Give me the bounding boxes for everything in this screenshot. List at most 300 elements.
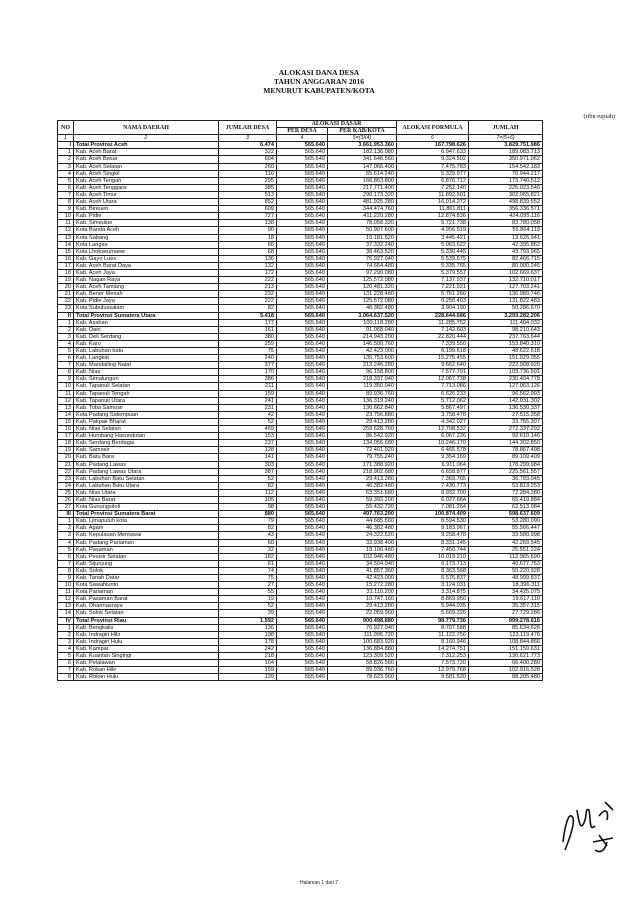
row-number: 7 xyxy=(58,362,74,369)
header-per-desa: PER DESA xyxy=(277,128,328,135)
village-count: 609 xyxy=(219,206,277,213)
per-village-amount: 565.640 xyxy=(277,433,328,440)
total-amount: 222.908.920 xyxy=(469,362,543,369)
region-name: Kab. Rokan Hilir xyxy=(74,667,219,674)
per-regency-amount: 10.747.160 xyxy=(328,596,397,603)
per-village-amount: 565.640 xyxy=(277,298,328,305)
per-village-amount: 565.640 xyxy=(277,447,328,454)
header-nama-daerah: NAMA DAERAH xyxy=(74,121,219,135)
formula-allocation: 6.626.233 xyxy=(397,390,469,397)
row-number: 19 xyxy=(58,447,74,454)
row-number: 11 xyxy=(58,220,74,227)
total-amount: 33.580.998 xyxy=(469,532,543,539)
total-amount: 111.404.032 xyxy=(469,319,543,326)
total-amount: 350.971.062 xyxy=(469,156,543,163)
table-row xyxy=(58,553,543,560)
per-regency-amount: 218.337.040 xyxy=(328,376,397,383)
per-village-amount: 565.640 xyxy=(277,468,328,475)
per-regency-amount: 46.382.480 xyxy=(328,482,397,489)
table-row xyxy=(58,518,543,525)
row-number: 23 xyxy=(58,475,74,482)
per-village-amount: 565.640 xyxy=(277,426,328,433)
region-name: Kab. Solok xyxy=(74,567,219,574)
per-regency-amount: 22.059.960 xyxy=(328,610,397,617)
region-name: Kab. Labuhan batu xyxy=(74,348,219,355)
total-amount: 35.357.315 xyxy=(469,603,543,610)
table-row xyxy=(58,248,543,255)
row-number: IV xyxy=(58,617,74,624)
row-number: 15 xyxy=(58,248,74,255)
formula-allocation: 4.342.027 xyxy=(397,418,469,425)
village-count: 259 xyxy=(219,340,277,347)
region-name: Kab. Nias Barat xyxy=(74,496,219,503)
total-amount: 62.513.984 xyxy=(469,504,543,511)
per-village-amount: 565.640 xyxy=(277,390,328,397)
index-cell: 5=(3X4) xyxy=(328,135,397,142)
formula-allocation: 7.475.783 xyxy=(397,163,469,170)
total-amount: 50.286.670 xyxy=(469,305,543,312)
region-name: Kab. Limapuluh kota xyxy=(74,518,219,525)
row-number: 8 xyxy=(58,199,74,206)
total-amount: 70.944.217 xyxy=(469,170,543,177)
per-regency-amount: 147.066.400 xyxy=(328,163,397,170)
formula-allocation: 22.820.444 xyxy=(397,333,469,340)
region-name: Kab. Serdang Berdagai xyxy=(74,440,219,447)
row-number: 7 xyxy=(58,667,74,674)
total-amount: 598.637.609 xyxy=(469,511,543,518)
per-village-amount: 565.640 xyxy=(277,475,328,482)
row-number: 3 xyxy=(58,333,74,340)
total-amount: 88.205.480 xyxy=(469,674,543,681)
per-regency-amount: 171.388.920 xyxy=(328,461,397,468)
formula-allocation: 6.173.713 xyxy=(397,560,469,567)
per-regency-amount: 218.902.680 xyxy=(328,468,397,475)
village-count: 387 xyxy=(219,468,277,475)
region-name: Kab. Pidie xyxy=(74,213,219,220)
village-count: 303 xyxy=(219,461,277,468)
per-village-amount: 565.640 xyxy=(277,177,328,184)
formula-allocation: 8.707.588 xyxy=(397,624,469,631)
per-village-amount: 565.640 xyxy=(277,142,328,149)
row-number: 7 xyxy=(58,560,74,567)
formula-allocation: 6.199.618 xyxy=(397,348,469,355)
per-village-amount: 565.640 xyxy=(277,603,328,610)
total-amount: 89.109.409 xyxy=(469,454,543,461)
village-count: 852 xyxy=(219,199,277,206)
region-name: Kab. Aceh Timur xyxy=(74,191,219,198)
region-name: Kab. Nias Selatan xyxy=(74,426,219,433)
total-amount: 42.269.545 xyxy=(469,539,543,546)
table-row xyxy=(58,539,543,546)
per-regency-amount: 46.382.480 xyxy=(328,525,397,532)
region-name: Kab. Aceh Tenggara xyxy=(74,184,219,191)
per-village-amount: 565.640 xyxy=(277,184,328,191)
row-number: 15 xyxy=(58,418,74,425)
region-name: Kab. Sijunjung xyxy=(74,560,219,567)
per-village-amount: 565.640 xyxy=(277,234,328,241)
table-row xyxy=(58,376,543,383)
formula-allocation: 7.312.253 xyxy=(397,653,469,660)
village-count: 170 xyxy=(219,369,277,376)
per-regency-amount: 290.173.320 xyxy=(328,191,397,198)
row-number: 24 xyxy=(58,482,74,489)
table-row xyxy=(58,241,543,248)
table-row xyxy=(58,532,543,539)
total-amount: 127.063.126 xyxy=(469,383,543,390)
per-regency-amount: 89.936.760 xyxy=(328,667,397,674)
row-number: 8 xyxy=(58,674,74,681)
per-village-amount: 565.640 xyxy=(277,638,328,645)
index-cell: 7=(5+6) xyxy=(469,135,543,142)
formula-allocation: 8.594.530 xyxy=(397,518,469,525)
row-number: 14 xyxy=(58,241,74,248)
region-name: Kab. Tapanuli Selatan xyxy=(74,383,219,390)
region-name: Total Provinsi Aceh xyxy=(74,142,219,149)
region-name: Kab. Padang Pariaman xyxy=(74,539,219,546)
region-name: Kab. Tapanuli Tengah xyxy=(74,390,219,397)
region-name: Kab. Kepulauan Mentawai xyxy=(74,532,219,539)
per-regency-amount: 86.542.920 xyxy=(328,433,397,440)
per-village-amount: 565.640 xyxy=(277,284,328,291)
per-regency-amount: 29.413.280 xyxy=(328,603,397,610)
formula-allocation: 11.861.811 xyxy=(397,206,469,213)
village-count: 104 xyxy=(219,660,277,667)
per-village-amount: 565.640 xyxy=(277,653,328,660)
region-name: Kab. Dairi xyxy=(74,326,219,333)
column-index-row xyxy=(58,135,543,142)
total-amount: 53.813.253 xyxy=(469,482,543,489)
index-cell: 6 xyxy=(397,135,469,142)
per-village-amount: 565.640 xyxy=(277,631,328,638)
per-regency-amount: 125.572.080 xyxy=(328,277,397,284)
per-regency-amount: 89.936.760 xyxy=(328,390,397,397)
region-name: Kab. Tanah Datar xyxy=(74,575,219,582)
formula-allocation: 7.573.720 xyxy=(397,660,469,667)
row-number: 20 xyxy=(58,454,74,461)
region-name: Kab. Gayo Lues xyxy=(74,255,219,262)
region-name: Kab. Aceh Selatan xyxy=(74,163,219,170)
total-amount: 173.740.512 xyxy=(469,177,543,184)
total-amount: 3.293.282.206 xyxy=(469,312,543,319)
region-name: Kab. Tapanuli Utara xyxy=(74,397,219,404)
row-number: 5 xyxy=(58,546,74,553)
row-number: I xyxy=(58,142,74,149)
village-count: 177 xyxy=(219,319,277,326)
total-amount: 302.065.821 xyxy=(469,191,543,198)
per-regency-amount: 76.927.040 xyxy=(328,255,397,262)
total-amount: 53.280.090 xyxy=(469,518,543,525)
region-name: Kota Pariaman xyxy=(74,589,219,596)
formula-allocation: 3.904.190 xyxy=(397,305,469,312)
per-regency-amount: 146.500.760 xyxy=(328,340,397,347)
region-name: Kab. Pasaman Barat xyxy=(74,596,219,603)
per-regency-amount: 259.628.760 xyxy=(328,426,397,433)
region-name: Kab. Simalungun xyxy=(74,376,219,383)
formula-allocation: 12.874.836 xyxy=(397,213,469,220)
total-amount: 82.466.715 xyxy=(469,255,543,262)
village-count: 237 xyxy=(219,440,277,447)
region-name: Kab. Pasaman xyxy=(74,546,219,553)
village-count: 52 xyxy=(219,418,277,425)
header-jumlah-desa: JUMLAH DESA xyxy=(219,121,277,135)
per-regency-amount: 38.463.520 xyxy=(328,248,397,255)
per-village-amount: 565.640 xyxy=(277,660,328,667)
per-village-amount: 565.640 xyxy=(277,404,328,411)
province-total-row xyxy=(58,511,543,518)
unit-label: (ribu rupiah) xyxy=(583,113,615,120)
village-count: 52 xyxy=(219,603,277,610)
province-total-row xyxy=(58,142,543,149)
per-village-amount: 565.640 xyxy=(277,199,328,206)
formula-allocation: 7.081.264 xyxy=(397,504,469,511)
per-village-amount: 565.640 xyxy=(277,539,328,546)
total-amount: 127.703.241 xyxy=(469,284,543,291)
region-name: Kab. Kuantan Singingi xyxy=(74,653,219,660)
formula-allocation: 7.142.603 xyxy=(397,326,469,333)
region-name: Kota Gunungsitoli xyxy=(74,504,219,511)
total-amount: 83.780.058 xyxy=(469,220,543,227)
per-village-amount: 565.640 xyxy=(277,355,328,362)
total-amount: 25.551.224 xyxy=(469,546,543,553)
per-regency-amount: 46.382.480 xyxy=(328,305,397,312)
formula-allocation: 3.314.875 xyxy=(397,589,469,596)
per-village-amount: 565.640 xyxy=(277,156,328,163)
total-amount: 48.999.837 xyxy=(469,575,543,582)
village-count: 604 xyxy=(219,156,277,163)
region-name: Kab. Toba Samosir xyxy=(74,404,219,411)
village-count: 39 xyxy=(219,610,277,617)
table-row xyxy=(58,546,543,553)
row-number: 5 xyxy=(58,177,74,184)
doc-title: ALOKASI DANA DESA xyxy=(278,68,360,77)
village-count: 42 xyxy=(219,411,277,418)
total-amount: 108.844.866 xyxy=(469,638,543,645)
total-amount: 103.736.501 xyxy=(469,369,543,376)
table-row xyxy=(58,596,543,603)
village-count: 213 xyxy=(219,284,277,291)
row-number: 6 xyxy=(58,355,74,362)
per-village-amount: 565.640 xyxy=(277,383,328,390)
total-amount: 230.404.778 xyxy=(469,376,543,383)
formula-allocation: 6.465.578 xyxy=(397,447,469,454)
village-count: 459 xyxy=(219,426,277,433)
total-amount: 102.669.637 xyxy=(469,269,543,276)
village-count: 138 xyxy=(219,220,277,227)
per-village-amount: 565.640 xyxy=(277,269,328,276)
region-name: Kota Padang Sidempuan xyxy=(74,411,219,418)
row-number: 4 xyxy=(58,340,74,347)
per-village-amount: 565.640 xyxy=(277,248,328,255)
per-regency-amount: 136.884.880 xyxy=(328,645,397,652)
row-number: 1 xyxy=(58,518,74,525)
row-number: 6 xyxy=(58,553,74,560)
total-amount: 48.622.618 xyxy=(469,348,543,355)
row-number: 2 xyxy=(58,631,74,638)
per-regency-amount: 123.309.520 xyxy=(328,653,397,660)
table-row xyxy=(58,475,543,482)
formula-allocation: 9.581.520 xyxy=(397,674,469,681)
row-number: 16 xyxy=(58,255,74,262)
formula-allocation: 11.122.756 xyxy=(397,631,469,638)
formula-allocation: 6.067.226 xyxy=(397,433,469,440)
row-number: 3 xyxy=(58,638,74,645)
table-row xyxy=(58,234,543,241)
region-name: Total Provinsi Riau xyxy=(74,617,219,624)
formula-allocation: 11.285.752 xyxy=(397,319,469,326)
per-regency-amount: 182.136.080 xyxy=(328,149,397,156)
formula-allocation: 9.324.502 xyxy=(397,156,469,163)
per-village-amount: 565.640 xyxy=(277,227,328,234)
per-regency-amount: 344.474.760 xyxy=(328,206,397,213)
table-row xyxy=(58,206,543,213)
row-number: 11 xyxy=(58,390,74,397)
table-row xyxy=(58,440,543,447)
formula-allocation: 5.669.326 xyxy=(397,610,469,617)
row-number: 12 xyxy=(58,397,74,404)
per-regency-amount: 166.863.800 xyxy=(328,177,397,184)
formula-allocation: 9.258.478 xyxy=(397,532,469,539)
total-amount: 3.829.751.986 xyxy=(469,142,543,149)
row-number: 22 xyxy=(58,468,74,475)
row-number: 22 xyxy=(58,298,74,305)
table-row xyxy=(58,163,543,170)
row-number: 21 xyxy=(58,291,74,298)
formula-allocation: 5.379.557 xyxy=(397,269,469,276)
table-row xyxy=(58,262,543,269)
total-amount: 50.220.928 xyxy=(469,567,543,574)
formula-allocation: 7.137.937 xyxy=(397,277,469,284)
village-count: 82 xyxy=(219,525,277,532)
formula-allocation: 7.713.086 xyxy=(397,383,469,390)
village-count: 90 xyxy=(219,227,277,234)
row-number: 9 xyxy=(58,206,74,213)
formula-allocation: 4.956.519 xyxy=(397,227,469,234)
region-name: Kota Sabang xyxy=(74,234,219,241)
row-number: II xyxy=(58,312,74,319)
row-number: 10 xyxy=(58,582,74,589)
row-number: 13 xyxy=(58,404,74,411)
region-name: Kab. Karo xyxy=(74,340,219,347)
region-name: Kab. Rokan Hulu xyxy=(74,674,219,681)
table-row xyxy=(58,369,543,376)
village-count: 79 xyxy=(219,518,277,525)
table-row xyxy=(58,156,543,163)
village-count: 386 xyxy=(219,376,277,383)
total-amount: 55.864.119 xyxy=(469,227,543,234)
village-count: 98 xyxy=(219,504,277,511)
formula-allocation: 5.539.675 xyxy=(397,255,469,262)
table-row xyxy=(58,191,543,198)
table-row xyxy=(58,220,543,227)
total-amount: 123.119.476 xyxy=(469,631,543,638)
per-regency-amount: 217.771.400 xyxy=(328,184,397,191)
per-village-amount: 565.640 xyxy=(277,461,328,468)
formula-allocation: 6.658.877 xyxy=(397,468,469,475)
village-count: 242 xyxy=(219,645,277,652)
table-row xyxy=(58,454,543,461)
total-amount: 40.677.753 xyxy=(469,560,543,567)
per-regency-amount: 213.246.280 xyxy=(328,362,397,369)
village-count: 513 xyxy=(219,191,277,198)
table-row xyxy=(58,170,543,177)
per-village-amount: 565.640 xyxy=(277,489,328,496)
village-count: 178 xyxy=(219,638,277,645)
village-count: 153 xyxy=(219,433,277,440)
formula-allocation: 5.761.266 xyxy=(397,291,469,298)
total-amount: 92.610.146 xyxy=(469,433,543,440)
per-regency-amount: 131.228.480 xyxy=(328,291,397,298)
region-name: Kab. Aceh Singkil xyxy=(74,170,219,177)
region-name: Kab. Pidie Jaya xyxy=(74,298,219,305)
per-village-amount: 565.640 xyxy=(277,326,328,333)
handwritten-signature xyxy=(555,780,625,870)
index-cell: 3 xyxy=(219,135,277,142)
village-count: 128 xyxy=(219,447,277,454)
row-number: 17 xyxy=(58,433,74,440)
total-amount: 85.634.628 xyxy=(469,624,543,631)
per-village-amount: 565.640 xyxy=(277,525,328,532)
formula-allocation: 6.576.837 xyxy=(397,575,469,582)
per-regency-amount: 481.925.280 xyxy=(328,199,397,206)
village-count: 116 xyxy=(219,170,277,177)
formula-allocation: 3.758.478 xyxy=(397,411,469,418)
per-village-amount: 565.640 xyxy=(277,348,328,355)
formula-allocation: 8.160.946 xyxy=(397,638,469,645)
formula-allocation: 3.124.031 xyxy=(397,582,469,589)
per-regency-amount: 900.498.880 xyxy=(328,617,397,624)
formula-allocation: 7.339.550 xyxy=(397,340,469,347)
table-row xyxy=(58,468,543,475)
total-amount: 112.965.690 xyxy=(469,553,543,560)
total-amount: 356.336.571 xyxy=(469,206,543,213)
per-village-amount: 565.640 xyxy=(277,170,328,177)
row-number: 17 xyxy=(58,262,74,269)
village-count: 172 xyxy=(219,269,277,276)
per-regency-amount: 341.646.560 xyxy=(328,156,397,163)
per-village-amount: 565.640 xyxy=(277,532,328,539)
village-count: 5.418 xyxy=(219,312,277,319)
village-count: 27 xyxy=(219,582,277,589)
doc-subtitle-group: MENURUT KABUPATEN/KOTA xyxy=(263,86,375,95)
row-number: 2 xyxy=(58,326,74,333)
per-village-amount: 565.640 xyxy=(277,411,328,418)
table-row xyxy=(58,631,543,638)
per-village-amount: 565.640 xyxy=(277,567,328,574)
total-amount: 66.400.280 xyxy=(469,660,543,667)
village-count: 161 xyxy=(219,326,277,333)
village-count: 377 xyxy=(219,362,277,369)
village-count: 61 xyxy=(219,560,277,567)
formula-allocation: 7.369.765 xyxy=(397,475,469,482)
per-regency-amount: 31.110.200 xyxy=(328,589,397,596)
row-number: 4 xyxy=(58,539,74,546)
formula-allocation: 6.876.712 xyxy=(397,177,469,184)
formula-allocation: 6.911.064 xyxy=(397,461,469,468)
doc-subtitle-year: TAHUN ANGGARAN 2016 xyxy=(273,77,365,86)
formula-allocation: 7.450.744 xyxy=(397,546,469,553)
region-name: Kab. Bengkalis xyxy=(74,624,219,631)
row-number: 16 xyxy=(58,426,74,433)
region-name: Kab. Pesisir Selatan xyxy=(74,553,219,560)
table-row xyxy=(58,504,543,511)
row-number: 1 xyxy=(58,149,74,156)
region-name: Kota Lhokseumawe xyxy=(74,248,219,255)
region-name: Kab. Samosir xyxy=(74,447,219,454)
per-regency-amount: 33.938.400 xyxy=(328,539,397,546)
total-amount: 225.561.557 xyxy=(469,468,543,475)
village-count: 141 xyxy=(219,454,277,461)
table-row xyxy=(58,603,543,610)
